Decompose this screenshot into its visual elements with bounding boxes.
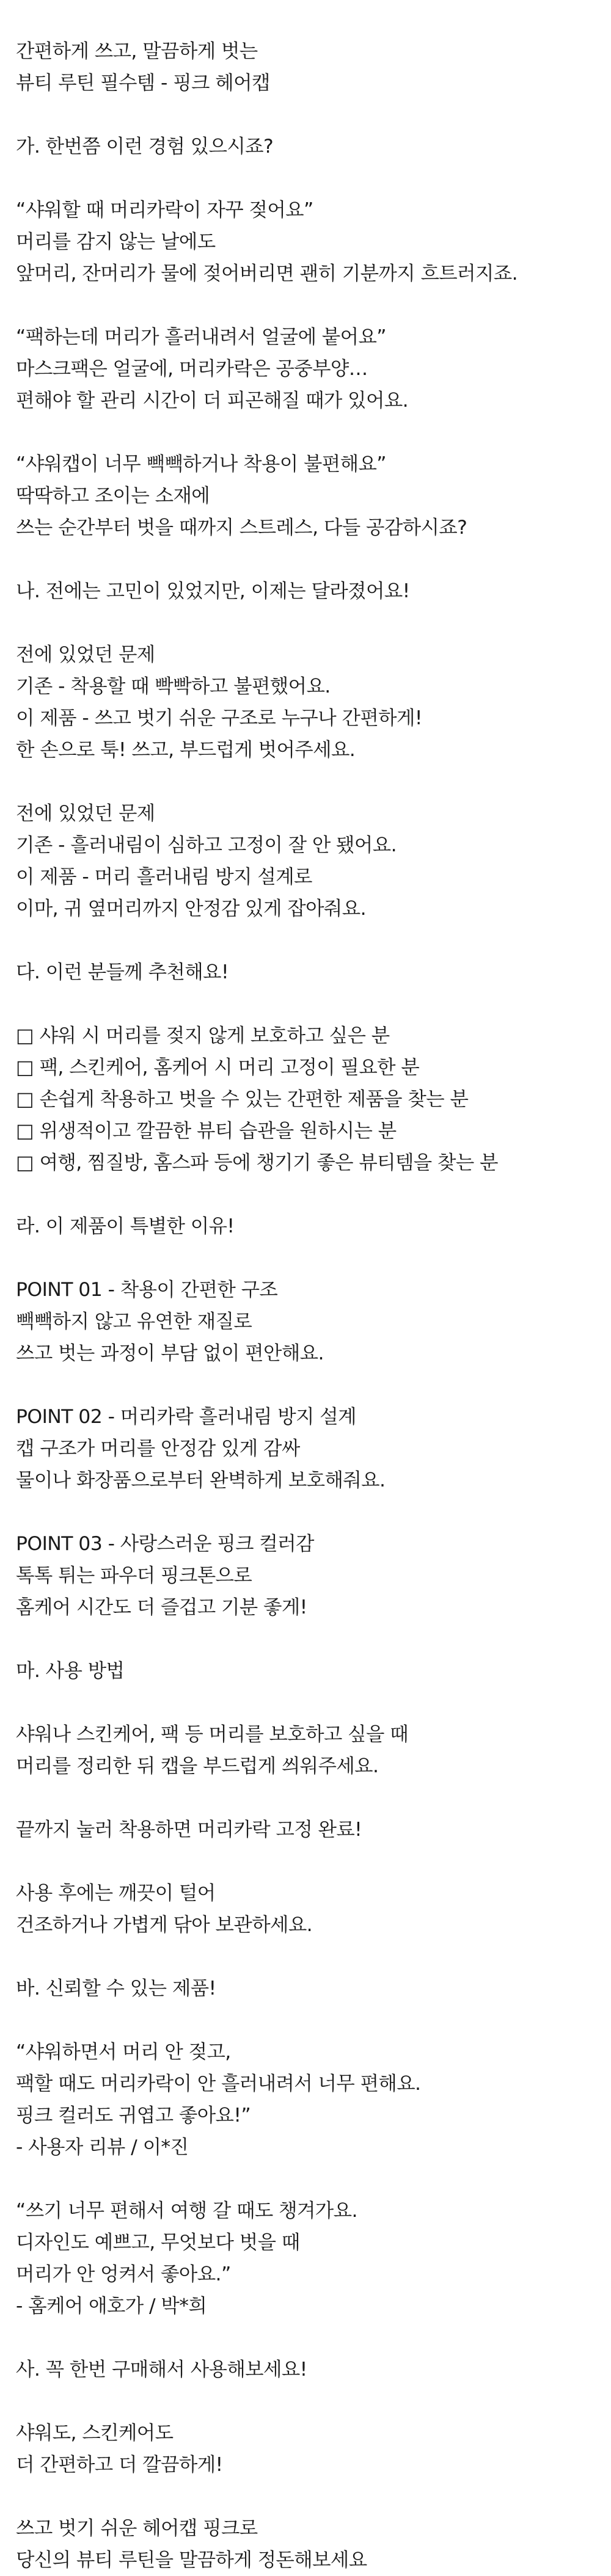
text-line: 톡톡 튀는 파우더 핑크톤으로 <box>16 1565 252 1587</box>
text-line: 머리를 정리한 뒤 캡을 부드럽게 씌워주세요. <box>16 1755 379 1777</box>
blank-line <box>16 1846 611 1877</box>
blank-line <box>16 925 611 956</box>
text-line: 쓰는 순간부터 벗을 때까지 스트레스, 다들 공감하시죠? <box>16 517 467 539</box>
text-line: 편해야 할 관리 시간이 더 피곤해질 때가 있어요. <box>16 390 409 412</box>
text-line: 앞머리, 잔머리가 물에 젖어버리면 괜히 기분까지 흐트러지죠. <box>16 263 518 285</box>
text-line: 라. 이 제품이 특별한 이유! <box>16 1215 235 1237</box>
blank-line <box>16 1242 611 1274</box>
text-line: 마스크팩은 얼굴에, 머리카락은 공중부양… <box>16 358 368 380</box>
text-line: 더 간편하고 더 깔끔하게! <box>16 2454 223 2476</box>
text-line: 쓰고 벗는 과정이 부담 없이 편안해요. <box>16 1342 324 1364</box>
text-line: 디자인도 예쁘고, 무엇보다 벗을 때 <box>16 2232 300 2254</box>
blank-line <box>16 544 611 575</box>
blank-line <box>16 162 611 194</box>
text-line: 가. 한번쯤 이런 경험 있으시죠? <box>16 136 274 158</box>
text-line: 캡 구조가 머리를 안정감 있게 감싸 <box>16 1438 300 1460</box>
text-line: 팩할 때도 머리카락이 안 흘러내려서 너무 편해요. <box>16 2073 421 2095</box>
text-line: □ 샤워 시 머리를 젖지 않게 보호하고 싶은 분 <box>16 1025 390 1047</box>
text-line: 전에 있었던 문제 <box>16 802 155 824</box>
blank-line <box>16 2481 611 2512</box>
blank-line <box>16 417 611 448</box>
text-line: POINT 03 - 사랑스러운 핑크 컬러감 <box>16 1533 314 1555</box>
text-line: 다. 이런 분들께 추천해요! <box>16 961 229 983</box>
blank-line <box>16 1179 611 1210</box>
text-line: 이 제품 - 머리 흘러내림 방지 설계로 <box>16 866 312 888</box>
text-line: 전에 있었던 문제 <box>16 644 155 666</box>
text-line: □ 여행, 찜질방, 홈스파 등에 챙기기 좋은 뷰티템을 찾는 분 <box>16 1152 498 1174</box>
text-line: 머리를 감지 않는 날에도 <box>16 231 216 253</box>
text-line: 끝까지 눌러 착용하면 머리카락 고정 완료! <box>16 1819 362 1841</box>
blank-line <box>16 988 611 1020</box>
text-line: - 사용자 리뷰 / 이*진 <box>16 2136 189 2158</box>
text-line: 쓰고 벗기 쉬운 헤어캡 핑크로 <box>16 2517 258 2539</box>
blank-line <box>16 2004 611 2036</box>
blank-line <box>16 1782 611 1814</box>
text-line: 기존 - 흘러내림이 심하고 고정이 잘 안 됐어요. <box>16 834 397 856</box>
text-line: “쓰기 너무 편해서 여행 갈 때도 챙겨가요. <box>16 2200 357 2222</box>
text-line: 홈케어 시간도 더 즐겁고 기분 좋게! <box>16 1596 307 1618</box>
blank-line <box>16 1941 611 1973</box>
blank-line <box>16 2385 611 2417</box>
text-line: 샤워도, 스킨케어도 <box>16 2422 174 2444</box>
text-line: 빽빽하지 않고 유연한 재질로 <box>16 1311 252 1333</box>
blank-line <box>16 99 611 131</box>
text-line: 간편하게 쓰고, 말끔하게 벗는 <box>16 40 258 62</box>
text-line: “샤워캡이 너무 빽빽하거나 착용이 불편해요” <box>16 453 387 475</box>
text-line: 샤워나 스킨케어, 팩 등 머리를 보호하고 싶을 때 <box>16 1723 409 1745</box>
blank-line <box>16 607 611 639</box>
text-line: 기존 - 착용할 때 빡빡하고 불편했어요. <box>16 675 331 697</box>
blank-line <box>16 2163 611 2195</box>
text-line: 사. 꼭 한번 구매해서 사용해보세요! <box>16 2359 307 2381</box>
text-line: “샤워하면서 머리 안 젖고, <box>16 2041 231 2063</box>
text-line: 물이나 화장품으로부터 완벽하게 보호해줘요. <box>16 1469 386 1491</box>
text-line: 머리가 안 엉켜서 좋아요.” <box>16 2263 231 2285</box>
text-line: 한 손으로 툭! 쓰고, 부드럽게 벗어주세요. <box>16 739 356 761</box>
text-line: POINT 02 - 머리카락 흘러내림 방지 설계 <box>16 1406 356 1428</box>
text-line: □ 팩, 스킨케어, 홈케어 시 머리 고정이 필요한 분 <box>16 1057 420 1079</box>
blank-line <box>16 2322 611 2354</box>
text-line: 뷰티 루틴 필수템 - 핑크 헤어캡 <box>16 72 270 94</box>
blank-line <box>16 289 611 321</box>
text-line: “샤워할 때 머리카락이 자꾸 젖어요” <box>16 199 313 221</box>
text-line: 핑크 컬러도 귀엽고 좋아요!” <box>16 2105 251 2127</box>
text-line: 이 제품 - 쓰고 벗기 쉬운 구조로 누구나 간편하게! <box>16 707 422 729</box>
text-line: - 홈케어 애호가 / 박*희 <box>16 2295 207 2317</box>
text-line: 바. 신뢰할 수 있는 제품! <box>16 1977 216 1999</box>
text-line: 딱딱하고 조이는 소재에 <box>16 485 210 507</box>
text-line: □ 손쉽게 착용하고 벗을 수 있는 간편한 제품을 찾는 분 <box>16 1088 469 1110</box>
text-line: 건조하거나 가볍게 닦아 보관하세요. <box>16 1914 313 1936</box>
blank-line <box>16 1369 611 1401</box>
text-line: POINT 01 - 착용이 간편한 구조 <box>16 1279 278 1301</box>
text-line: “팩하는데 머리가 흘러내려서 얼굴에 붙어요” <box>16 326 387 348</box>
text-line: □ 위생적이고 깔끔한 뷰티 습관을 원하시는 분 <box>16 1120 397 1142</box>
blank-line <box>16 1687 611 1719</box>
blank-line <box>16 1623 611 1655</box>
text-line: 사용 후에는 깨끗이 털어 <box>16 1882 216 1904</box>
blank-line <box>16 1496 611 1528</box>
text-line: 당신의 뷰티 루틴을 말끔하게 정돈해보세요 <box>16 2549 367 2571</box>
text-line: 이마, 귀 옆머리까지 안정감 있게 잡아줘요. <box>16 898 366 920</box>
blank-line <box>16 766 611 798</box>
text-line: 마. 사용 방법 <box>16 1660 125 1682</box>
text-line: 나. 전에는 고민이 있었지만, 이제는 달라졌어요! <box>16 580 410 602</box>
